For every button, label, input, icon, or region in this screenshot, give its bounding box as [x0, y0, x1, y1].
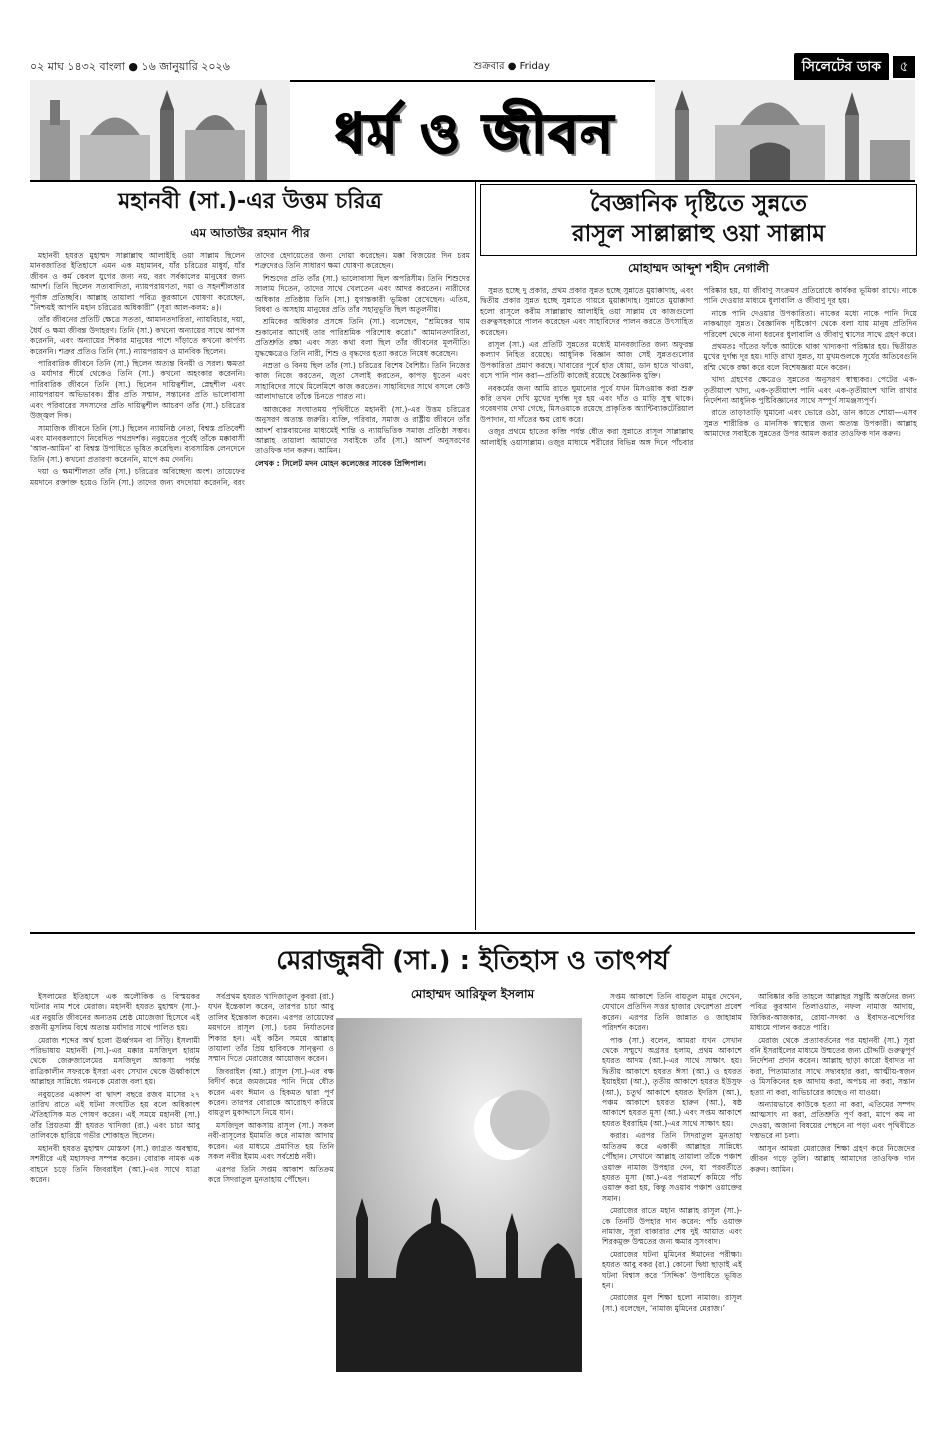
paragraph: জিবরাইল (আ.) রাসূল (সা.)-এর বক্ষ বিদীর্ণ করে জমজমের পানি দিয়ে ধৌত করেন এবং ঈমান ও হিকমত দ্বারা পূর্ণ করেন। তারপর বোরাকে আরোহণ করিয়ে বায়তুল মুকাদ্দাসে নিয়ে যান।: [208, 1066, 334, 1118]
mosque-crescent-icon: [336, 1018, 582, 1372]
paragraph: আসুন আমরা মেরাজের শিক্ষা গ্রহণ করে নিজেদের জীবন গড়ে তুলি। আল্লাহ আমাদের তাওফিক দান করুন। আমিন।: [750, 1143, 915, 1174]
paragraph: রাতে তাড়াতাড়ি ঘুমানো এবং ভোরে ওঠা, ডান কাতে শোয়া—এসব সুন্নত শারীরিক ও মানসিক স্বাস্থ্যের জন্য অত্যন্ত উপকারী। আল্লাহ আমাদের সবাইকে সুন্নতের উপর আমল করার তাওফিক দান করুন।: [703, 408, 917, 439]
page-header: [30, 54, 915, 80]
article-column: [208, 992, 334, 1436]
article-byline: মোহাম্মদ আরিফুল ইসলাম: [410, 987, 535, 1001]
article-byline: মোহাম্মদ আব্দুশ শহীদ নেগালী: [628, 261, 769, 275]
paragraph: সামাজিক জীবনে তিনি (সা.) ছিলেন ন্যায়নিষ্ঠ নেতা, বিশ্বস্ত প্রতিবেশী এবং মানবকল্যাণে নিবেদিত পথপ্রদর্শক। নবুয়তের পূর্বেই তাঁকে মক্কাবাসী ‘আল-আমিন’ বা বিশ্বস্ত উপাধিতে ভূষিত করেছিল। ব্যবসায়িক লেনদেনে তিনি (সা.) কখনো প্রতারণা করেননি, মাপে কম দেননি।: [30, 423, 245, 464]
issue-date: ০২ মাঘ ১৪৩২ বাংলা ● ১৬ জানুয়ারি ২০২৬: [30, 59, 230, 73]
paragraph: সুন্নত হচ্ছে দু প্রকার, প্রথম প্রকার সুন্নত হচ্ছে সুন্নাতে মুয়াক্কাদাহ, এবং দ্বিতীয় প্রকার সুন্নত হচ্ছে সুন্নাতে গায়রে মুয়াক্কাদাহ। সুন্নাতে মুয়াক্কাদা হলো রাসূলে করীম সাল্লাল্লাহু আলাইহি ওয়া সাল্লাম যে কাজগুলো গুরুত্বসহকারে পালন করেছেন এবং সাহাবিদের পালন করতে উৎসাহিত করেছেন।: [480, 286, 694, 337]
paragraph: পারিবারিক জীবনে তিনি (সা.) ছিলেন অত্যন্ত বিনয়ী ও সরল। ক্ষমতা ও মর্যাদার শীর্ষে থেকেও তিনি (সা.) কখনো অহংকার করেননি। পারিবারিক জীবনে তিনি (সা.) ছিলেন দায়িত্বশীল, স্নেহশীল এবং ন্যায়পরায়ণ অভিভাবক। স্ত্রীর প্রতি সম্মান, সন্তানের প্রতি ভালোবাসা এবং পরিবারের সদস্যদের প্রতি দায়িত্বশীল আচরণ তাঁর (সা.) চরিত্রের উজ্জ্বল দিক।: [30, 359, 245, 421]
author-note: লেখক : সিলেট মদন মোহন কলেজের সাবেক প্রিন্সিপাল।: [255, 458, 426, 468]
article-byline: এম আতাউর রহমান পীর: [190, 226, 310, 240]
paragraph: আজকের সংঘাতময় পৃথিবীতে মহানবী (সা.)-এর উত্তম চরিত্রের অনুসরণ অত্যন্ত জরুরি। ব্যক্তি, পরিবার, সমাজ ও রাষ্ট্রীয় জীবনে তাঁর আদর্শ বাস্তবায়নের মাধ্যমেই শান্তি ও ন্যায়ভিত্তিক সমাজ প্রতিষ্ঠা সম্ভব। আল্লাহ তায়ালা আমাদের সবাইকে তাঁর (সা.) আদর্শ অনুসরণের তাওফিক দান করুন। আমিন।: [255, 404, 470, 456]
article-miraj-header: [30, 936, 915, 1001]
paragraph: মেরাজের ঘটনা মুমিনের ঈমানের পরীক্ষা। হযরত আবু বকর (রা.) কোনো দ্বিধা ছাড়াই এই ঘটনা বিশ্বাস করে ‘সিদ্দিক’ উপাধিতে ভূষিত হন।: [602, 1249, 742, 1290]
paragraph: পাক (সা.) বলেন, আমরা যখন সেখান থেকে সম্মুখে অগ্রসর হলাম, প্রথম আকাশে হযরত আদম (আ.)-এর সাথে সাক্ষাৎ হয়। দ্বিতীয় আকাশে হযরত ঈসা (আ.) ও হযরত ইয়াহইয়া (আ.), তৃতীয় আকাশে হযরত ইউসুফ (আ.), চতুর্থ আকাশে হযরত ইদরিস (আ.), পঞ্চম আকাশে হযরত হারুন (আ.), ষষ্ঠ আকাশে হযরত মূসা (আ.) এবং সপ্তম আকাশে হযরত ইবরাহিম (আ.)-এর সাথে সাক্ষাৎ হয়।: [602, 1035, 742, 1128]
paragraph: মেরাজ থেকে প্রত্যাবর্তনের পর মহানবী (সা.) সূরা বনি ইসরাইলের মাধ্যমে উম্মতের জন্য চৌদ্দটি গুরুত্বপূর্ণ নির্দেশনা প্রদান করেন। আল্লাহ ছাড়া কারো ইবাদত না করা, পিতামাতার সাথে সদ্ব্যবহার করা, আত্মীয়-স্বজন ও মিসকিনের হক আদায় করা, অপচয় না করা, সন্তান হত্যা না করা, ব্যভিচারের কাছেও না যাওয়া।: [750, 1035, 915, 1097]
mosque-collage-icon: [30, 80, 290, 180]
article-title-line: বৈজ্ঞানিক দৃষ্টিতে সুন্নতে: [590, 191, 807, 217]
paragraph: ইসলামের ইতিহাসে এক অলৌকিক ও বিস্ময়কর ঘটনার নাম শবে মেরাজ। মহানবী হযরত মুহাম্মদ (সা.)-এর নবুয়তি জীবনের অন্যতম শ্রেষ্ঠ মোজেজা হিসেবে এই রজনী মুসলিম বিশ্বে অত্যন্ত মর্যাদার সাথে পালিত হয়।: [30, 992, 200, 1033]
paragraph: মেরাজের রাতে মহান আল্লাহ রাসূল (সা.)-কে তিনটি উপহার দান করেন: পাঁচ ওয়াক্ত নামাজ, সূরা বাকারার শেষ দুই আয়াত এবং শিরকমুক্ত উম্মতের জন্য ক্ষমার সুসংবাদ।: [602, 1206, 742, 1247]
page-number: ৫: [893, 56, 915, 78]
paragraph: ওজুর প্রথমে হাতের কব্জি পর্যন্ত ধৌত করা সুন্নাতে রাসূল সাল্লাল্লাহু আলাইহি ওয়াসাল্লাম। ওজুর মাধ্যমে শরীরের বিভিন্ন অঙ্গ দিনে পাঁচবার পরিষ্কার হয়, যা জীবাণু সংক্রমণ প্রতিরোধে কার্যকর ভূমিকা রাখে। নাকে পানি দেওয়ার মাধ্যমে ধুলাবালি ও জীবাণু দূর হয়।: [480, 286, 917, 447]
paragraph: অন্যায়ভাবে কাউকে হত্যা না করা, এতিমের সম্পদ আত্মসাৎ না করা, প্রতিশ্রুতি পূর্ণ করা, মাপে কম না দেওয়া, অজানা বিষয়ের পেছনে না পড়া এবং পৃথিবীতে দম্ভভরে না চলা।: [750, 1100, 915, 1141]
paragraph: শ্রমিকের অধিকার প্রসঙ্গে তিনি (সা.) বলেছেন, “শ্রমিকের ঘাম শুকানোর আগেই তার পারিশ্রমিক পরিশোধ করো।” আমানতদারিতা, প্রতিশ্রুতি রক্ষা এবং সত্য কথা বলা ছিল তাঁর জীবনের মূলনীতি। যুদ্ধক্ষেত্রেও তিনি নারী, শিশু ও বৃদ্ধদের হত্যা করতে নিষেধ করেছেন।: [255, 317, 470, 358]
paragraph: নবকর্মের জন্য আমি রাতে ঘুমানোর পূর্বে যখন মিসওয়াক করা শুরু করি তখন দেখি মুখের দুর্গন্ধ দূর হয় এবং দাঁত ও মাড়ি সুস্থ থাকে। গবেষণায় দেখা গেছে, মিসওয়াকে রয়েছে প্রাকৃতিক অ্যান্টিব্যাকটেরিয়াল উপাদান, যা দাঁতের ক্ষয় রোধ করে।: [480, 383, 694, 424]
article-body: [480, 286, 917, 924]
paragraph: শিশুদের প্রতি তাঁর (সা.) ভালোবাসা ছিল অপরিসীম। তিনি শিশুদের সালাম দিতেন, তাদের সাথে খেলতেন এবং আদর করতেন। নারীদের অধিকার প্রতিষ্ঠায় তিনি (সা.) যুগান্তকারী ভূমিকা রেখেছেন। এতিম, বিধবা ও অসহায় মানুষের প্রতি তাঁর সহানুভূতি ছিল অতুলনীয়।: [255, 273, 470, 315]
article-scientific-sunnah: [480, 182, 917, 930]
paragraph: তাঁর জীবনের প্রতিটি ক্ষেত্রে সততা, আমানতদারিতা, ন্যায়বিচার, দয়া, ধৈর্য ও ক্ষমা জীবন্ত উদাহরণ। তিনি (সা.) কখনো অন্যায়ের সাথে আপস করেননি, এবং অন্যায়ের শিকার মানুষের পাশে দাঁড়াতে কখনো কার্পণ্য করেননি। শত্রুর প্রতিও তিনি (সা.) ন্যায়পরায়ণ ও মানবিক ছিলেন।: [30, 315, 245, 356]
paragraph: মসজিদুল আকসায় রাসূল (সা.) সকল নবী-রাসূলের ইমামতি করে নামাজ আদায় করেন। এর মাধ্যমে প্রমাণিত হয় তিনি সকল নবীর ইমাম এবং সর্বশ্রেষ্ঠ নবী।: [208, 1120, 334, 1162]
paragraph: মহানবী হযরত মুহাম্মদ মোস্তফা (সা.) জাগ্রত অবস্থায়, সশরীরে এই মহাসফর সম্পন্ন করেন। বোরাক নামক এক বাহনে চড়ে তিনি জিবরাইল (আ.)-এর সাথে যাত্রা করেন।: [30, 1143, 200, 1184]
article-title: মেরাজুন্নবী (সা.) : ইতিহাস ও তাৎপর্য: [276, 946, 669, 976]
paragraph: দয়া ও ক্ষমাশীলতা তাঁর (সা.) চরিত্রের অবিচ্ছেদ্য অংশ। তায়েফের ময়দানে রক্তাক্ত হয়েও তিনি (সা.) তাদের জন্য বদদোয়া করেননি, বরং তাদের হেদায়েতের জন্য দোয়া করেছেন। মক্কা বিজয়ের দিন চরম শত্রুদেরও তিনি সাধারণ ক্ষমা ঘোষণা করেছেন।: [30, 251, 470, 487]
article-column: [602, 992, 742, 1436]
article-body: [30, 251, 470, 930]
paragraph: মেরাজ শব্দের অর্থ হলো ঊর্ধ্বগমন বা সিঁড়ি। ইসলামী পরিভাষায় মহানবী (সা.)-এর মক্কার মসজিদুল হারাম থেকে জেরুজালেমের মসজিদুল আকসা পর্যন্ত রাত্রিকালীন সফরকে ইসরা এবং সেখান থেকে ঊর্ধ্বাকাশে আল্লাহর সান্নিধ্যে গমনকে মেরাজ বলা হয়।: [30, 1035, 200, 1087]
paper-brand: [794, 53, 915, 81]
column-divider: [475, 182, 476, 930]
mosque-collage-icon: [655, 80, 915, 180]
section-masthead: [30, 80, 915, 180]
article-column: [30, 992, 200, 1436]
article-miraj: [30, 992, 915, 1436]
paragraph: নাকে পানি দেওয়ার উপকারিতা। নাকের মধ্যে নাকে পানি দিয়ে নাকঝাড়া সুন্নত। বৈজ্ঞানিক দৃষ্টিকোণ থেকে বলা যায় মানুষ প্রতিদিন পরিবেশ থেকে নানা ধরনের ধুলাবালি ও জীবাণু শ্বাসের সাথে গ্রহণ করে।: [703, 308, 917, 339]
paragraph: আবিষ্কার করি তাহলে আল্লাহর সন্তুষ্টি অর্জনের জন্য পবিত্র কুরআন তিলাওয়াত, নফল নামাজ আদায়, জিকির-আজকার, রোযা-সদকা ও ইবাদত-বন্দেগির মাধ্যমে পালন করতে পারি।: [750, 992, 915, 1033]
paragraph: রাসূল (সা.) এর প্রতিটি সুন্নতের মধ্যেই মানবজাতির জন্য অফুরন্ত কল্যাণ নিহিত রয়েছে। আধুনিক বিজ্ঞান আজ সেই সুন্নতগুলোর উপকারিতা প্রমাণ করছে। খাবারের পূর্বে হাত ধোয়া, ডান হাতে খাওয়া, বসে পানি পান করা—প্রতিটি কাজেই রয়েছে বৈজ্ঞানিক যুক্তি।: [480, 340, 694, 381]
article-title: [480, 184, 917, 256]
paragraph: মহানবী হযরত মুহাম্মদ সাল্লাল্লাহু আলাইহি ওয়া সাল্লাম ছিলেন মানবজাতির ইতিহাসে এমন এক মহামানব, যাঁর চরিত্রের মাধুর্য, যাঁর জীবন ও কর্ম কেবল যুগের জন্য নয়, বরং সর্বকালের মানুষের জন্য আদর্শ। তিনি ছিলেন সত্যবাদিতা, ন্যায়পরায়ণতা, দয়া ও সহনশীলতার পূর্ণাঙ্গ প্রতিচ্ছবি। আল্লাহ তায়ালা পবিত্র কুরআনে ঘোষণা করেছেন, “নিশ্চয়ই আপনি মহান চরিত্রের অধিকারী” (সূরা আল-কলম: ৪)।: [30, 251, 245, 313]
section-rule: [30, 932, 915, 934]
paragraph: করার। এরপর তিনি সিদরাতুল মুনতাহা অতিক্রম করে একাকী আল্লাহর সান্নিধ্যে পৌঁছান। সেখানে আল্লাহ তায়ালা তাঁকে পঞ্চাশ ওয়াক্ত নামাজ উপহার দেন, যা পরবর্তীতে হযরত মূসা (আ.)-এর পরামর্শে কমিয়ে পাঁচ ওয়াক্ত করা হয়, কিন্তু সওয়াব পঞ্চাশ ওয়াক্তের সমান।: [602, 1131, 742, 1203]
section-title: ধর্ম ও জীবন: [335, 101, 615, 165]
issue-day: শুক্রবার ● Friday: [473, 60, 550, 72]
paragraph: প্রথমতঃ দাঁতের ফাঁকে আটকে থাকা খাদ্যকণা পরিষ্কার হয়। দ্বিতীয়ত মুখের দুর্গন্ধ দূর হয়। দাড়ি রাখা সুন্নত, যা মুখমণ্ডলকে সূর্যের অতিবেগুনি রশ্মি থেকে রক্ষা করে বলে বিশেষজ্ঞরা মনে করেন।: [703, 342, 917, 372]
article-title-line: রাসূল সাল্লাল্লাহু ওয়া সাল্লাম: [571, 221, 826, 247]
paragraph: মেরাজের মূল শিক্ষা হলো নামাজ। রাসূল (সা.) বলেছেন, ‘নামাজ মুমিনের মেরাজ।’: [602, 1293, 742, 1313]
paragraph: সপ্তম আকাশে তিনি বায়তুল মামুর দেখেন, যেখানে প্রতিদিন সত্তর হাজার ফেরেশতা প্রবেশ করেন। এরপর তিনি জান্নাত ও জাহান্নাম পরিদর্শন করেন।: [602, 992, 742, 1033]
paragraph: খাদ্য গ্রহণের ক্ষেত্রেও সুন্নতের অনুসরণ স্বাস্থ্যকর। পেটের এক-তৃতীয়াংশ খাদ্য, এক-তৃতীয়াংশ পানি এবং এক-তৃতীয়াংশ খালি রাখার নির্দেশনা আধুনিক পুষ্টিবিজ্ঞানের সাথে সম্পূর্ণ সামঞ্জস্যপূর্ণ।: [703, 375, 917, 406]
paragraph: এরপর তিনি সপ্তম আকাশ অতিক্রম করে সিদরাতুল মুনতাহায় পৌঁছেন।: [208, 1164, 334, 1184]
paragraph: নম্রতা ও বিনয় ছিল তাঁর (সা.) চরিত্রের বিশেষ বৈশিষ্ট্য। তিনি নিজের কাজ নিজে করতেন, জুতা সেলাই করতেন, কাপড় ধুতেন এবং সাহাবিদের সাথে মিলেমিশে কাজ করতেন। সাহাবিদের সাথে বসলে কেউ আলাদাভাবে তাঁকে চিনতে পারত না।: [255, 361, 470, 402]
article-title: মহানবী (সা.)-এর উত্তম চরিত্র: [118, 189, 382, 214]
article-character-of-prophet: [30, 182, 470, 930]
paragraph: সর্বপ্রথম হযরত খাদিজাতুল কুবরা (রা.) যখন ইন্তেকাল করেন, তারপর চাচা আবু তালিব ইন্তেকাল করেন। এরপর তায়েফের ময়দানে রাসূল (সা.) চরম নির্যাতনের শিকার হন। এই কঠিন সময়ে আল্লাহ তায়ালা তাঁর প্রিয় হাবিবকে সান্ত্বনা ও সম্মান দিতে মেরাজের আয়োজন করেন।: [208, 992, 334, 1064]
article-column: [750, 992, 915, 1436]
paragraph: নবুয়তের একাদশ বা দ্বাদশ বছরে রজব মাসের ২৭ তারিখ রাতে এই ঘটনা সংঘটিত হয় বলে অধিকাংশ ঐতিহাসিক মত পোষণ করেন। এই সময়ে মহানবী (সা.) তাঁর প্রিয়তমা স্ত্রী হযরত খাদিজা (রা.) এবং চাচা আবু তালিবকে হারিয়ে গভীর শোকাহত ছিলেন।: [30, 1089, 200, 1141]
paper-name: সিলেটের ডাক: [794, 53, 889, 81]
